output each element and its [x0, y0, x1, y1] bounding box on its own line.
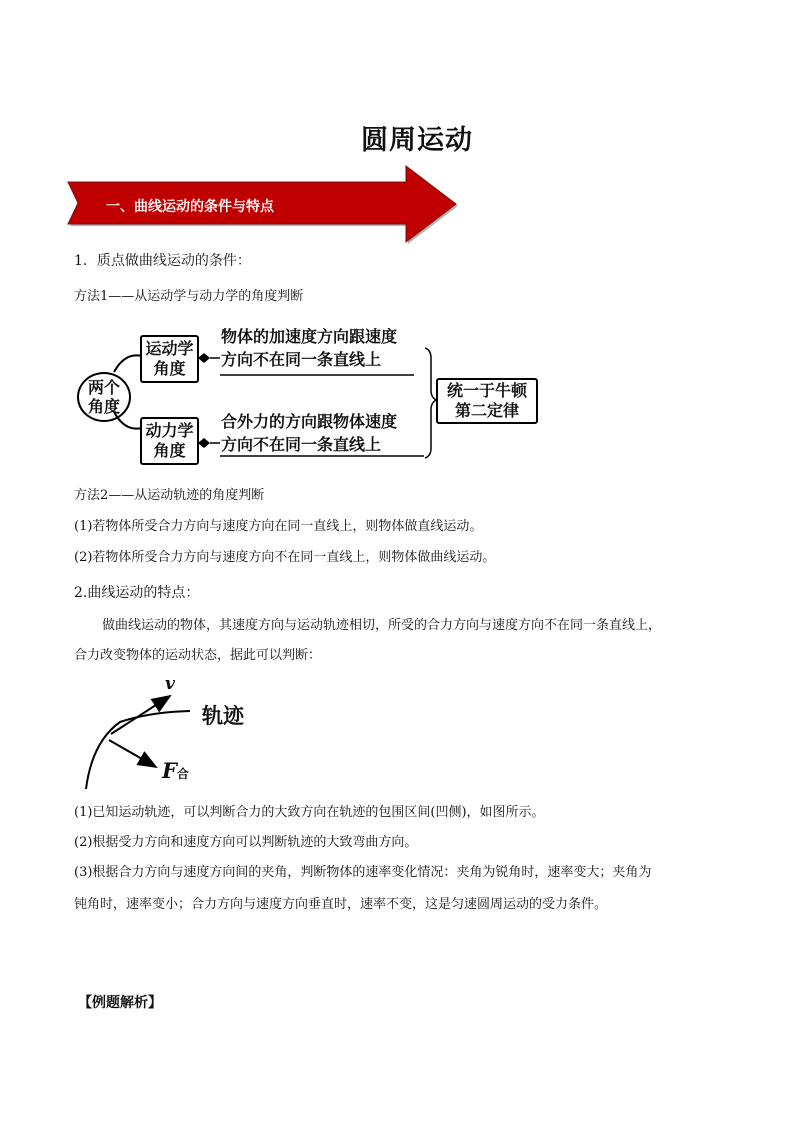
center-line-2: 角度 — [87, 397, 120, 416]
result-line-2: 第二定律 — [454, 401, 519, 420]
force-subscript: 合 — [176, 767, 189, 781]
section2-item-1: (1)已知运动轨迹，可以判断合力的大致方向在轨迹的包围区间(凹侧)，如图所示。 — [74, 805, 545, 820]
section2-item-3-line-2: 钝角时，速率变小；合力方向与速度方向垂直时，速率不变，这是匀速圆周运动的受力条件。 — [74, 897, 608, 912]
section2-paragraph-line-2: 合力改变物体的运动状态，据此可以判断： — [74, 648, 322, 663]
page-title: 圆周运动 — [361, 125, 473, 156]
result-line-1: 统一于牛顿 — [446, 381, 527, 400]
force-arrow — [109, 740, 156, 767]
center-line-1: 两个 — [87, 378, 120, 397]
examples-heading: 【例题解析】 — [78, 995, 162, 1011]
section2-item-2: (2)根据受力方向和速度方向可以判断轨迹的大致弯曲方向。 — [74, 835, 418, 850]
section-banner-text: 一、曲线运动的条件与特点 — [106, 199, 274, 215]
velocity-label: v — [165, 674, 175, 694]
dynamics-line-1: 动力学 — [145, 421, 194, 440]
kinematics-line-2: 角度 — [153, 359, 186, 378]
section2-heading: 2.曲线运动的特点： — [74, 585, 200, 601]
method2-item-1: (1)若物体所受合力方向与速度方向在同一直线上，则物体做直线运动。 — [74, 519, 483, 534]
method2-label: 方法2——从运动轨迹的角度判断 — [74, 488, 265, 503]
dynamics-condition-line-2: 方向不在同一条直线上 — [221, 435, 382, 454]
force-symbol: F — [162, 758, 177, 783]
dynamics-line-2: 角度 — [153, 441, 186, 460]
section2-item-3-line-1: (3)根据合力方向与速度方向间的夹角，判断物体的速率变化情况：夹角为锐角时，速率变大；夹角为 — [74, 865, 652, 880]
section2-paragraph-line-1: 做曲线运动的物体，其速度方向与运动轨迹相切，所受的合力方向与速度方向不在同一条直线上， — [102, 618, 662, 633]
kinematics-condition-line-2: 方向不在同一条直线上 — [221, 350, 382, 369]
kinematics-line-1: 运动学 — [145, 339, 194, 358]
force-label — [162, 758, 189, 783]
dynamics-condition-line-1: 合外力的方向跟物体速度 — [221, 412, 398, 431]
velocity-arrow — [111, 696, 170, 734]
method1-label: 方法1——从运动学与动力学的角度判断 — [74, 289, 304, 304]
kinematics-condition-line-1: 物体的加速度方向跟速度 — [221, 327, 398, 346]
section1-heading: 1．质点做曲线运动的条件： — [74, 253, 251, 269]
method2-item-2: (2)若物体所受合力方向与速度方向不在同一直线上，则物体做曲线运动。 — [74, 550, 496, 565]
trajectory-label: 轨迹 — [202, 703, 244, 728]
